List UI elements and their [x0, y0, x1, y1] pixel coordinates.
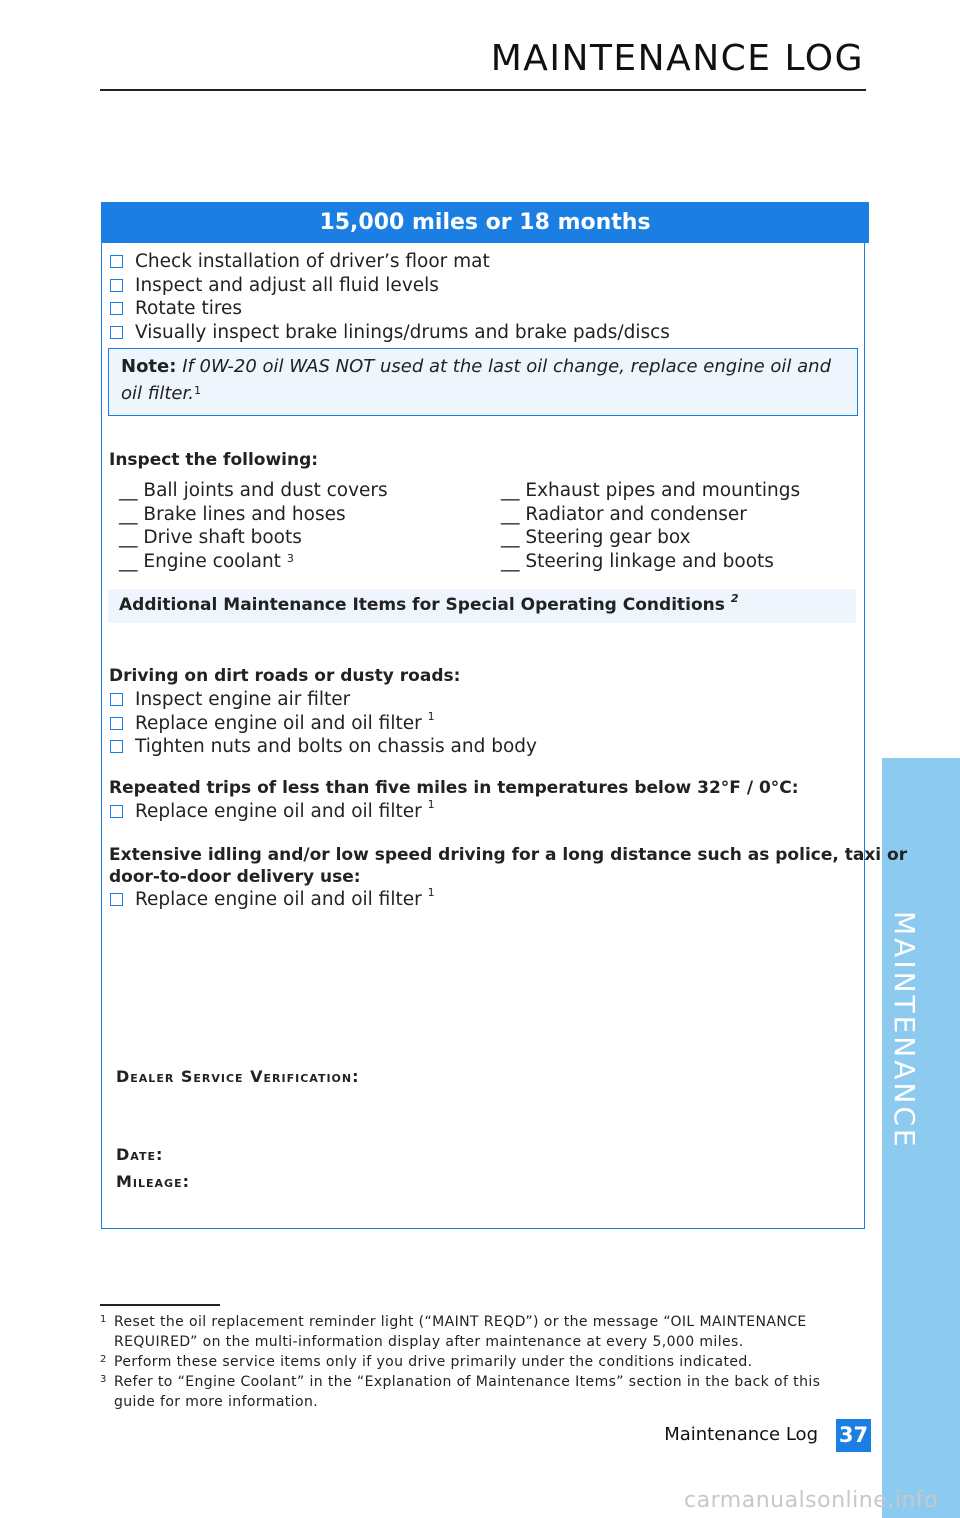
footnote: 1 Reset the oil replacement reminder light (“MAINT REQD”) or the message “OIL MAINTENANCE REQUIRED” on the multi-information display after maintenance at every 5,000 miles. — [100, 1314, 807, 1350]
inspect-heading: Inspect the following: — [109, 450, 319, 470]
checklist — [110, 250, 670, 344]
inspect-item: __ Engine coolant $^3$ — [119, 550, 294, 572]
check-label: Inspect engine air filter — [135, 689, 351, 711]
check-label: Replace engine oil and oil filter $^1$ — [135, 798, 435, 823]
maintenance-card — [101, 202, 908, 1229]
note-footnote-ref: 1 — [193, 384, 201, 397]
condition-dusty-heading: Driving on dirt roads or dusty roads: — [109, 666, 461, 686]
inspect-item: __ Radiator and condenser — [501, 503, 747, 525]
note-text: If 0W-20 oil WAS NOT used at the last oil change, replace engine oil and oil filter. — [121, 356, 832, 404]
condition-short-trips-heading: Repeated trips of less than five miles in temperatures below 32°F / 0°C: — [109, 778, 799, 798]
checkbox[interactable] — [110, 893, 123, 906]
checkbox[interactable] — [110, 717, 123, 730]
note-box — [108, 348, 858, 416]
check-label: Rotate tires — [135, 298, 243, 320]
footnote: 3 Refer to “Engine Coolant” in the “Explanation of Maintenance Items” section in the back of this guide for more information. — [100, 1374, 821, 1410]
page-number: 37 — [836, 1419, 871, 1452]
check-label: Replace engine oil and oil filter $^1$ — [135, 886, 435, 911]
note-label: Note: — [121, 356, 177, 377]
date-label: Date: — [116, 1145, 164, 1164]
inspect-column-right — [501, 479, 800, 573]
watermark: carmanualsonline.info — [684, 1488, 938, 1513]
checkbox[interactable] — [110, 740, 123, 753]
checkbox[interactable] — [110, 255, 123, 268]
check-label: Check installation of driver’s floor mat — [135, 251, 490, 273]
check-row — [110, 297, 670, 321]
inspect-item: __ Ball joints and dust covers — [119, 480, 388, 501]
footer-section-label: Maintenance Log — [664, 1424, 818, 1445]
inspect-item: __ Steering linkage and boots — [501, 550, 774, 572]
footnote-ref: 2 — [730, 592, 739, 605]
inspect-column-left — [119, 479, 388, 573]
inspect-item: __ Steering gear box — [501, 527, 691, 548]
dealer-verification-label: Dealer Service Verification: — [116, 1067, 360, 1086]
checkbox[interactable] — [110, 326, 123, 339]
footnote-rule — [100, 1304, 220, 1306]
check-label: Visually inspect brake linings/drums and brake pads/discs — [135, 321, 670, 343]
check-label: Inspect and adjust all fluid levels — [135, 274, 439, 296]
condition-idling-heading: Extensive idling and/or low speed driving for a long distance such as police, taxi or door-to-door delivery use: — [109, 845, 908, 887]
check-row — [110, 888, 435, 912]
condition-idling-list — [110, 888, 435, 912]
check-row — [110, 735, 537, 759]
check-row — [110, 250, 670, 274]
check-label: Tighten nuts and bolts on chassis and body — [135, 736, 537, 758]
inspect-item: __ Brake lines and hoses — [119, 503, 346, 525]
check-row — [110, 688, 537, 712]
additional-heading: Additional Maintenance Items for Special Operating Conditions $^2$ — [119, 592, 739, 615]
checkbox[interactable] — [110, 805, 123, 818]
condition-short-trips-list — [110, 800, 435, 824]
inspect-item: __ Exhaust pipes and mountings — [501, 480, 801, 501]
check-row — [110, 800, 435, 824]
checkbox[interactable] — [110, 279, 123, 292]
checkbox[interactable] — [110, 302, 123, 315]
page-title: MAINTENANCE LOG — [490, 38, 864, 79]
title-rule — [100, 89, 866, 91]
side-tab-label: MAINTENANCE — [888, 911, 921, 1150]
footnotes — [100, 1312, 840, 1412]
mileage-label: Mileage: — [116, 1172, 190, 1191]
additional-band — [108, 589, 856, 623]
check-row — [110, 274, 670, 298]
checkbox[interactable] — [110, 693, 123, 706]
footnote-ref: 3 — [286, 551, 294, 565]
footnote: 2 Perform these service items only if you drive primarily under the conditions indicated. — [100, 1354, 753, 1370]
check-row — [110, 709, 537, 736]
card-header: 15,000 miles or 18 months — [101, 202, 869, 243]
inspect-item: __ Drive shaft boots — [119, 527, 302, 548]
check-row — [110, 321, 670, 345]
condition-dusty-list — [110, 688, 537, 759]
check-label: Replace engine oil and oil filter $^1$ — [135, 709, 435, 734]
